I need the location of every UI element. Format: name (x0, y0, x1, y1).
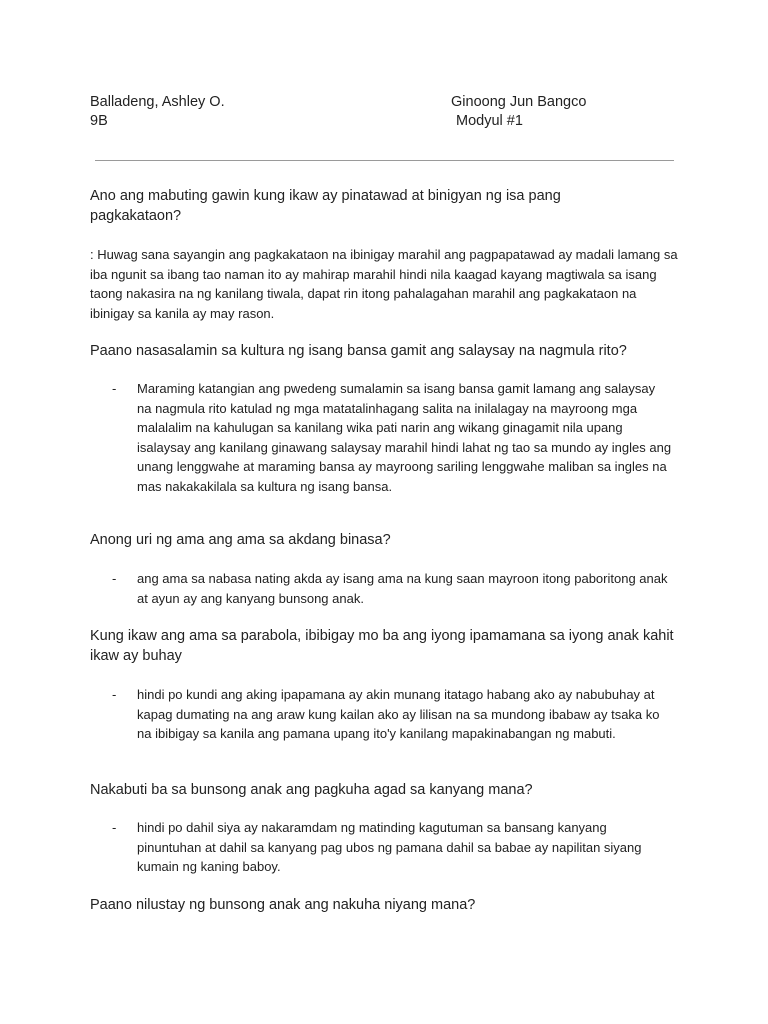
answer-1: : Huwag sana sayangin ang pagkakataon na ibinigay marahil ang pagpapatawad ay madali lamang sa iba ngunit sa ibang tao naman ito ay mahirap marahil hindi nila kaagad kayang magtiwala sa isang taong nakasira na ng kanilang tiwala, dapat rin itong pahalagahan marahil ang pagkakataon na ibinigay sa kanila ay may rason. (90, 247, 678, 321)
bullet-dash: - (112, 571, 117, 586)
answer-4-block (112, 685, 672, 744)
bullet-dash: - (112, 381, 117, 396)
section-label: 9B (90, 113, 108, 129)
bullet-dash: - (112, 820, 117, 835)
answer-2-block (112, 379, 672, 496)
answer-4: hindi po kundi ang aking ipapamana ay akin munang itatago habang ako ay nabubuhay at kapag dumating na ang araw kung kailan ako ay lilisan na sa mundong ibabaw ay tsaka ko na ibibigay sa kanila ang pamana upang ito'y kanilang mapakinabangan ng mabuti. (137, 687, 660, 741)
question-4: Kung ikaw ang ama sa parabola, ibibigay mo ba ang iyong ipamamana sa iyong anak kahit ikaw ay buhay (90, 628, 674, 664)
question-1: Ano ang mabuting gawin kung ikaw ay pinatawad at binigyan ng isa pang pagkakataon? (90, 188, 561, 224)
question-5: Nakabuti ba sa bunsong anak ang pagkuha agad sa kanyang mana? (90, 782, 533, 798)
answer-3: ang ama sa nabasa nating akda ay isang ama na kung saan mayroon itong paboritong anak at ayun ay ang kanyang bunsong anak. (137, 571, 668, 606)
bullet-dash: - (112, 687, 117, 702)
header-divider (95, 160, 674, 161)
teacher-name: Ginoong Jun Bangco (451, 94, 587, 110)
question-2: Paano nasasalamin sa kultura ng isang bansa gamit ang salaysay na nagmula rito? (90, 343, 627, 359)
module-label: Modyul #1 (456, 113, 523, 129)
student-name: Balladeng, Ashley O. (90, 94, 225, 110)
answer-2: Maraming katangian ang pwedeng sumalamin sa isang bansa gamit lamang ang salaysay na nagmula rito katulad ng mga matatalinhagang salita na inilalagay na mayroong mga malalalim na kahulugan sa kanilang wika pati narin ang wikang ginagamit nila upang isalaysay ang kanilang ginawang salaysay marahil hindi lahat ng tao sa mundo ay ingles ang unang lenggwahe at maraming bansa ay mayroong sariling lenggwahe maliban sa ingles na mas nakakakilala sa kultura ng isang bansa. (137, 381, 672, 494)
question-6: Paano nilustay ng bunsong anak ang nakuha niyang mana? (90, 897, 476, 913)
answer-5: hindi po dahil siya ay nakaramdam ng matinding kagutuman sa bansang kanyang pinuntuhan at dahil sa kanyang pag ubos ng pamana dahil sa babae ay napilitan siyang kumain ng kaning baboy. (137, 820, 642, 874)
answer-5-block (112, 818, 672, 877)
question-3: Anong uri ng ama ang ama sa akdang binasa? (90, 532, 391, 548)
answer-3-block (112, 569, 672, 608)
